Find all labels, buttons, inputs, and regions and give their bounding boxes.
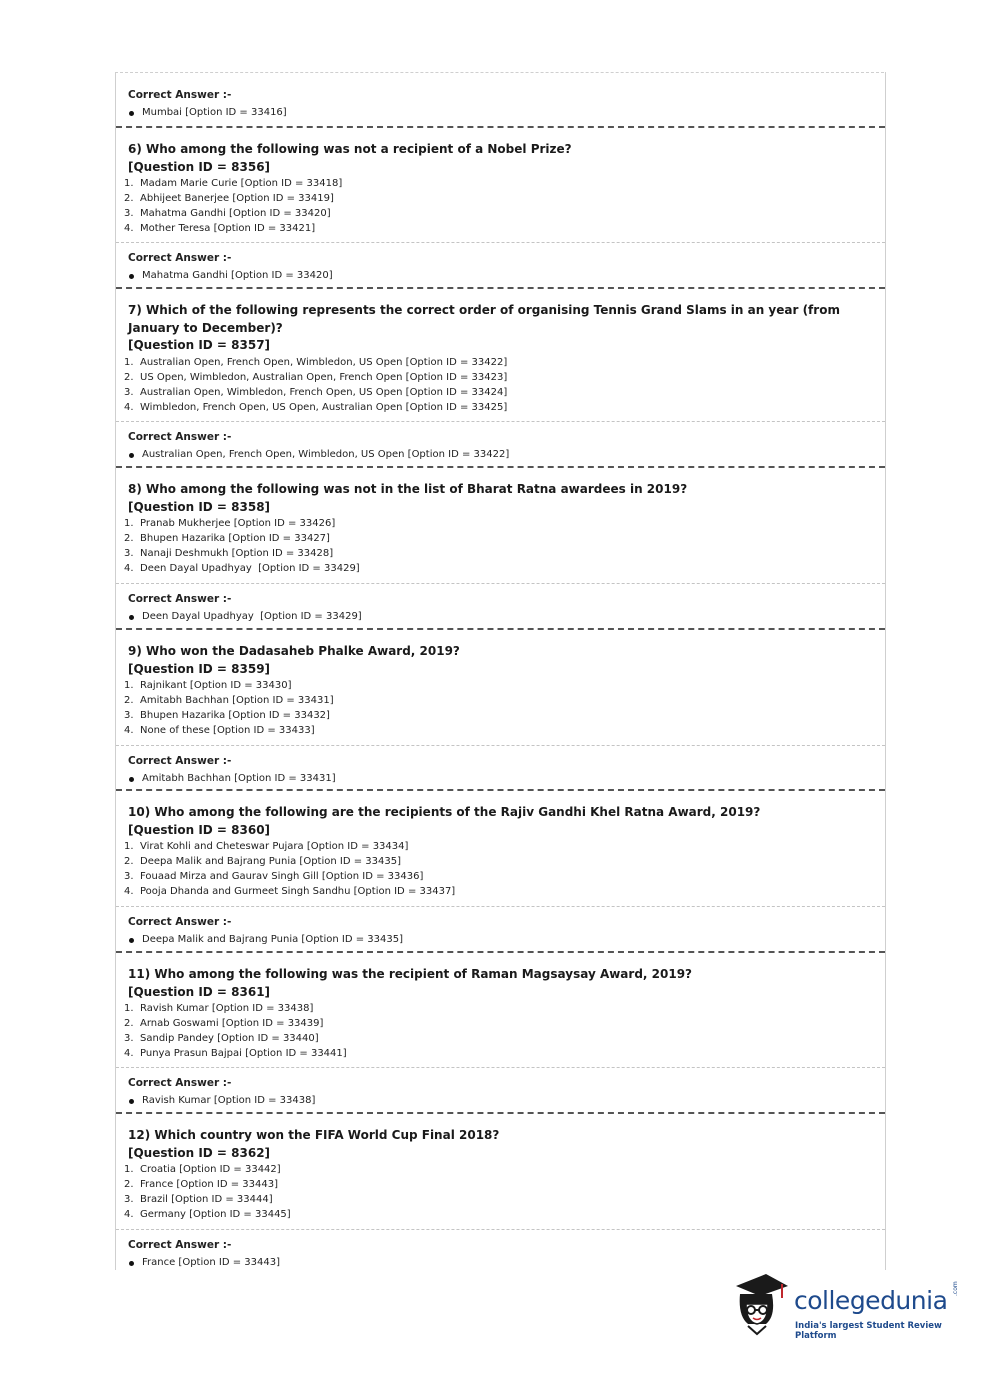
correct-answer-label: Correct Answer :- (128, 593, 232, 605)
correct-answer-block-q7 (116, 421, 885, 466)
option-item: 1. Australian Open, French Open, Wimbledon, US Open [Option ID = 33422] (124, 356, 508, 368)
correct-answer-label: Correct Answer :- (128, 1239, 232, 1251)
option-item: 4. Wimbledon, French Open, US Open, Australian Open [Option ID = 33425] (124, 401, 508, 413)
correct-answer-label: Correct Answer :- (128, 431, 232, 443)
option-item: 2. US Open, Wimbledon, Australian Open, French Open [Option ID = 33423] (124, 371, 508, 383)
correct-answer-block-q12 (116, 1229, 885, 1270)
option-item: 2. Bhupen Hazarika [Option ID = 33427] (124, 533, 330, 544)
options-list (124, 176, 885, 236)
bullet-icon (129, 453, 134, 458)
correct-answer-block-q9 (116, 745, 885, 789)
correct-answer-text: Amitabh Bachhan [Option ID = 33431] (142, 773, 336, 784)
correct-answer-label: Correct Answer :- (128, 755, 232, 767)
question-id: [Question ID = 8360] (128, 822, 271, 837)
option-item: 4. None of these [Option ID = 33433] (124, 725, 315, 736)
bullet-icon (129, 1261, 134, 1266)
logo-tagline: India's largest Student Review Platform (795, 1321, 942, 1341)
correct-answer-line (128, 608, 885, 626)
option-item: 4. Punya Prasun Bajpai [Option ID = 33441] (124, 1048, 347, 1059)
options-list (124, 1001, 885, 1061)
option-item: 4. Deen Dayal Upadhyay [Option ID = 33429] (124, 563, 360, 574)
question-id: [Question ID = 8361] (128, 984, 271, 999)
option-item: 3. Fouaad Mirza and Gaurav Singh Gill [Option ID = 33436] (124, 871, 424, 882)
question-block-8 (116, 466, 885, 583)
option-item: 3. Sandip Pandey [Option ID = 33440] (124, 1033, 319, 1044)
correct-answer-line (128, 1092, 885, 1110)
correct-answer-line (128, 104, 885, 122)
option-item: 3. Brazil [Option ID = 33444] (124, 1194, 273, 1205)
bullet-icon (129, 274, 134, 279)
question-paper-frame (115, 72, 886, 1270)
correct-answer-block-q10 (116, 906, 885, 951)
option-item: 4. Mother Teresa [Option ID = 33421] (124, 223, 316, 234)
question-block-6 (116, 126, 885, 242)
correct-answer-line (128, 770, 885, 788)
option-item: 3. Nanaji Deshmukh [Option ID = 33428] (124, 548, 334, 559)
question-block-11 (116, 951, 885, 1067)
option-item: 4. Germany [Option ID = 33445] (124, 1209, 291, 1220)
bullet-icon (129, 938, 134, 943)
logo-suffix: .com (952, 1281, 959, 1296)
question-text: 11) Who among the following was the recipient of Raman Magsaysay Award, 2019? (128, 967, 693, 981)
correct-answer-label: Correct Answer :- (128, 89, 232, 101)
logo-wordmark: collegedunia (794, 1286, 948, 1315)
options-list (124, 516, 885, 576)
option-item: 1. Rajnikant [Option ID = 33430] (124, 680, 292, 691)
correct-answer-line (128, 1254, 885, 1272)
correct-answer-text: Australian Open, French Open, Wimbledon, US Open [Option ID = 33422] (142, 449, 510, 460)
correct-answer-label: Correct Answer :- (128, 1077, 232, 1089)
question-block-9 (116, 628, 885, 745)
correct-answer-block-q5 (116, 72, 885, 126)
option-item: 3. Mahatma Gandhi [Option ID = 33420] (124, 208, 331, 219)
question-block-10 (116, 789, 885, 906)
bullet-icon (129, 1099, 134, 1104)
correct-answer-text: Mahatma Gandhi [Option ID = 33420] (142, 270, 333, 281)
option-item: 2. France [Option ID = 33443] (124, 1179, 278, 1190)
question-block-12 (116, 1112, 885, 1229)
question-id: [Question ID = 8362] (128, 1145, 271, 1160)
options-list (124, 839, 885, 899)
options-list (124, 1162, 885, 1222)
question-text: 8) Who among the following was not in the list of Bharat Ratna awardees in 2019? (128, 482, 688, 496)
question-id: [Question ID = 8356] (128, 159, 271, 174)
graduate-mascot-icon (730, 1272, 792, 1338)
correct-answer-line (128, 931, 885, 949)
option-item: 1. Virat Kohli and Cheteswar Pujara [Option ID = 33434] (124, 841, 409, 852)
option-item: 1. Croatia [Option ID = 33442] (124, 1164, 281, 1175)
option-item: 1. Ravish Kumar [Option ID = 33438] (124, 1003, 314, 1014)
option-item: 3. Australian Open, Wimbledon, French Open, US Open [Option ID = 33424] (124, 386, 508, 398)
options-list (124, 355, 885, 415)
option-item: 4. Pooja Dhanda and Gurmeet Singh Sandhu [Option ID = 33437] (124, 886, 456, 897)
option-item: 2. Amitabh Bachhan [Option ID = 33431] (124, 695, 334, 706)
option-item: 1. Pranab Mukherjee [Option ID = 33426] (124, 518, 336, 529)
question-id: [Question ID = 8358] (128, 499, 271, 514)
correct-answer-text: France [Option ID = 33443] (142, 1257, 280, 1268)
option-item: 2. Deepa Malik and Bajrang Punia [Option ID = 33435] (124, 856, 401, 867)
correct-answer-block-q6 (116, 242, 885, 287)
bullet-icon (129, 777, 134, 782)
option-item: 2. Arnab Goswami [Option ID = 33439] (124, 1018, 324, 1029)
collegedunia-logo (730, 1272, 965, 1342)
option-item: 3. Bhupen Hazarika [Option ID = 33432] (124, 710, 330, 721)
option-item: 1. Madam Marie Curie [Option ID = 33418] (124, 178, 343, 189)
options-list (124, 678, 885, 738)
correct-answer-text: Deepa Malik and Bajrang Punia [Option ID = 33435] (142, 934, 403, 945)
correct-answer-text: Ravish Kumar [Option ID = 33438] (142, 1095, 316, 1106)
correct-answer-line (128, 267, 885, 285)
question-text: 7) Which of the following represents the correct order of organising Tennis Grand Slams in an year (from January to December)? (128, 303, 840, 335)
question-id: [Question ID = 8357] (128, 338, 271, 352)
bullet-icon (129, 111, 134, 116)
question-text: 10) Who among the following are the recipients of the Rajiv Gandhi Khel Ratna Award, 2019? (128, 805, 761, 819)
question-text: 12) Which country won the FIFA World Cup Final 2018? (128, 1128, 500, 1142)
correct-answer-block-q11 (116, 1067, 885, 1112)
correct-answer-text: Mumbai [Option ID = 33416] (142, 107, 287, 118)
bullet-icon (129, 615, 134, 620)
question-block-7 (116, 287, 885, 421)
question-id: [Question ID = 8359] (128, 661, 271, 676)
question-text: 9) Who won the Dadasaheb Phalke Award, 2019? (128, 644, 460, 658)
option-item: 2. Abhijeet Banerjee [Option ID = 33419] (124, 193, 334, 204)
correct-answer-block-q8 (116, 583, 885, 628)
question-text: 6) Who among the following was not a recipient of a Nobel Prize? (128, 142, 572, 156)
correct-answer-text: Deen Dayal Upadhyay [Option ID = 33429] (142, 611, 362, 622)
correct-answer-label: Correct Answer :- (128, 916, 232, 928)
correct-answer-label: Correct Answer :- (128, 252, 232, 264)
correct-answer-line (128, 446, 885, 464)
